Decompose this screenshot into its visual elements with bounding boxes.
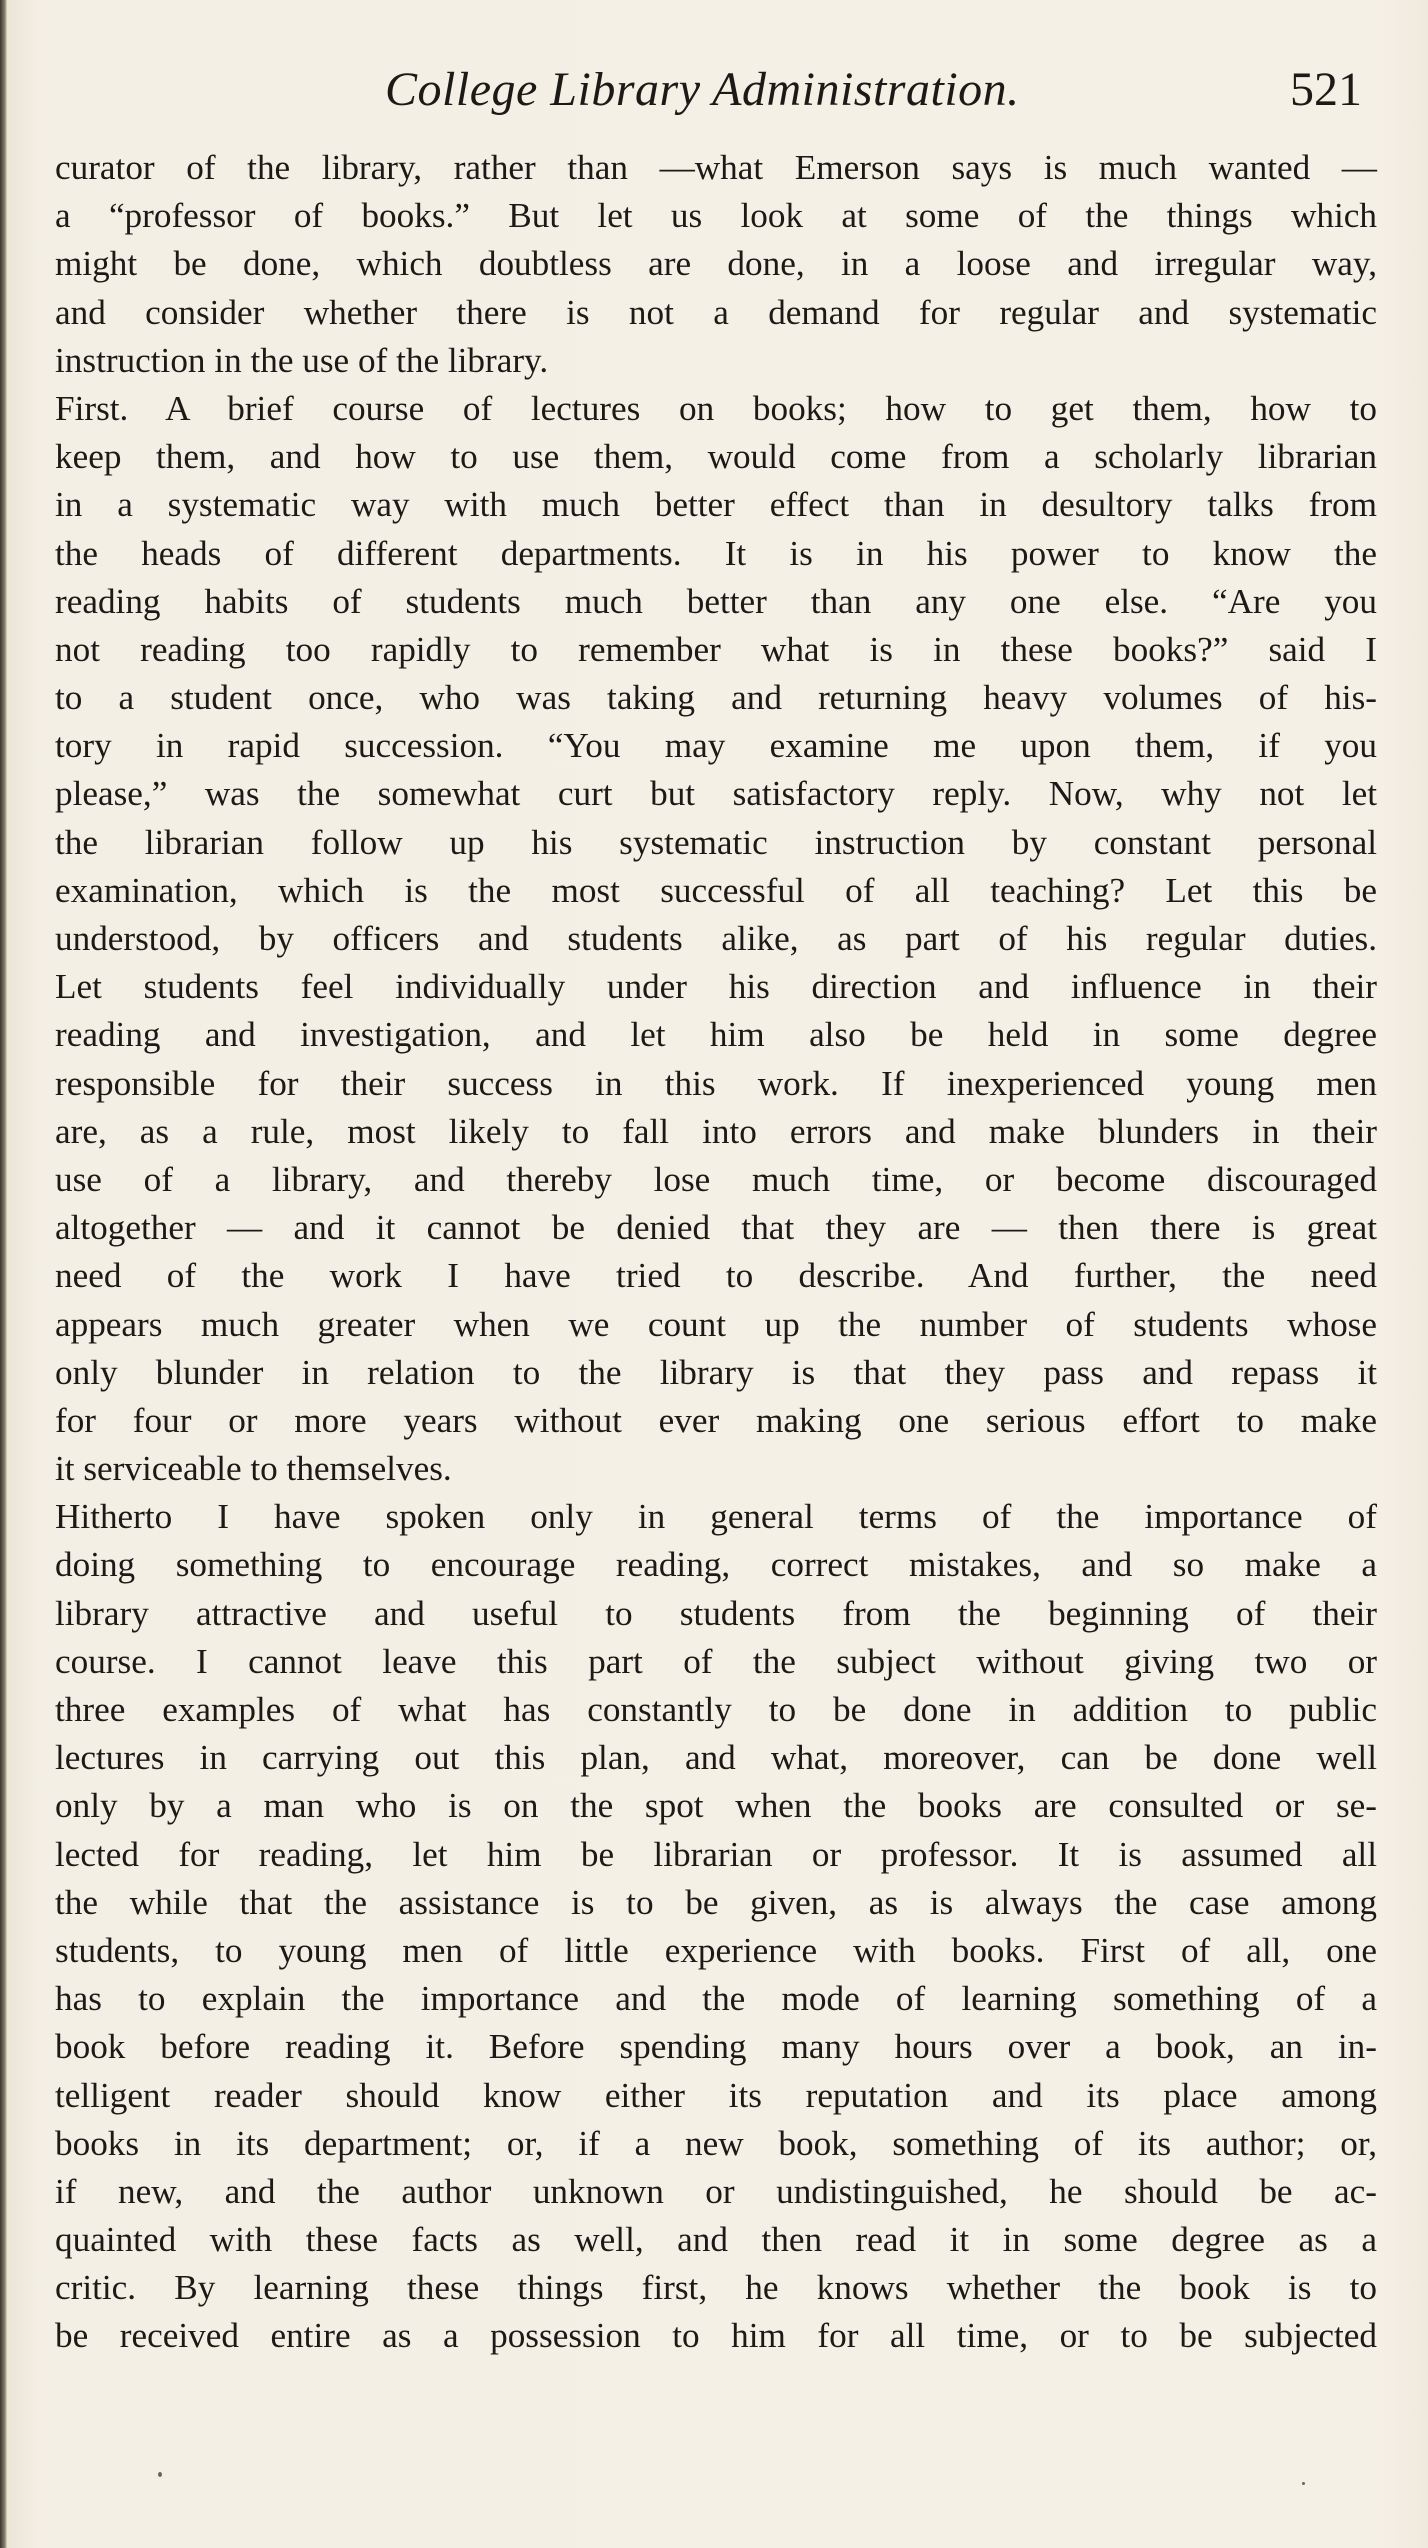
text-line: lected for reading, let him be librarian or professor. It is assumed all <box>55 1834 1377 1874</box>
text-line: the librarian follow up his systematic instruction by constant personal <box>55 822 1377 862</box>
text-line: books in its department; or, if a new book, something of its author; or, <box>55 2123 1377 2163</box>
text-line: responsible for their success in this work. If inexperienced young men <box>55 1063 1377 1103</box>
text-line: three examples of what has constantly to be done in addition to public <box>55 1690 1377 1729</box>
text-line: book before reading it. Before spending many hours over a book, an in- <box>55 2027 1377 2067</box>
page-binding-edge <box>0 0 7 2548</box>
print-speck <box>1302 2482 1305 2485</box>
text-line: please,” was the somewhat curt but satisfactory reply. Now, why not let <box>55 774 1377 814</box>
text-line: students, to young men of little experience with books. First of all, one <box>55 1930 1377 1970</box>
text-line: curator of the library, rather than —what Emerson says is much wanted — <box>55 148 1377 187</box>
text-line: examination, which is the most successful of all teaching? Let this be <box>55 870 1377 910</box>
text-line: library attractive and useful to students from the beginning of their <box>55 1593 1377 1633</box>
text-line: altogether — and it cannot be denied that they are — then there is great <box>55 1208 1377 1248</box>
text-line: use of a library, and thereby lose much time, or become discouraged <box>55 1159 1377 1199</box>
page-header <box>0 62 1428 132</box>
print-speck <box>158 2472 162 2477</box>
text-line: to a student once, who was taking and returning heavy volumes of his- <box>55 678 1377 718</box>
text-line: not reading too rapidly to remember what is in these books?” said I <box>55 629 1377 669</box>
text-line: in a systematic way with much better effect than in desultory talks from <box>55 485 1377 525</box>
text-line: telligent reader should know either its reputation and its place among <box>55 2075 1377 2115</box>
text-line: appears much greater when we count up the number of students whose <box>55 1304 1377 1344</box>
text-line: and consider whether there is not a demand for regular and systematic <box>55 292 1377 332</box>
text-line: might be done, which doubtless are done, in a loose and irregular way, <box>55 244 1377 284</box>
text-line: Hitherto I have spoken only in general terms of the importance of <box>55 1497 1377 1537</box>
text-line: reading and investigation, and let him also be held in some degree <box>55 1015 1377 1055</box>
text-line: only by a man who is on the spot when the books are consulted or se- <box>55 1786 1377 1826</box>
text-line: the while that the assistance is to be given, as is always the case among <box>55 1882 1377 1922</box>
text-line: are, as a rule, most likely to fall into errors and make blunders in their <box>55 1111 1377 1151</box>
text-line: Let students feel individually under his direction and influence in their <box>55 967 1377 1007</box>
text-line: tory in rapid succession. “You may examine me upon them, if you <box>55 726 1377 766</box>
text-line: a “professor of books.” But let us look at some of the things which <box>55 196 1377 236</box>
text-line: quainted with these facts as well, and then read it in some degree as a <box>55 2220 1377 2260</box>
text-line: be received entire as a possession to him for all time, or to be subjected <box>55 2316 1377 2356</box>
text-line: lectures in carrying out this plan, and what, moreover, can be done well <box>55 1738 1377 1778</box>
body-text <box>55 144 1377 2361</box>
text-line: doing something to encourage reading, correct mistakes, and so make a <box>55 1545 1377 1585</box>
page-number: 521 <box>1290 63 1362 116</box>
text-line: it serviceable to themselves. <box>55 1449 452 1489</box>
text-line: understood, by officers and students alike, as part of his regular duties. <box>55 919 1377 958</box>
text-line: need of the work I have tried to describe. And further, the need <box>55 1256 1377 1296</box>
text-line: instruction in the use of the library. <box>55 340 549 380</box>
text-line: if new, and the author unknown or undistinguished, he should be ac- <box>55 2171 1377 2211</box>
text-line: for four or more years without ever making one serious effort to make <box>55 1400 1377 1440</box>
text-line: reading habits of students much better than any one else. “Are you <box>55 581 1377 621</box>
text-line: has to explain the importance and the mode of learning something of a <box>55 1979 1377 2019</box>
text-line: critic. By learning these things first, he knows whether the book is to <box>55 2268 1377 2308</box>
text-line: the heads of different departments. It is in his power to know the <box>55 533 1377 573</box>
text-line: keep them, and how to use them, would come from a scholarly librarian <box>55 437 1377 477</box>
running-title: College Library Administration. <box>385 63 1020 116</box>
text-line: course. I cannot leave this part of the subject without giving two or <box>55 1641 1377 1681</box>
text-line: only blunder in relation to the library is that they pass and repass it <box>55 1352 1377 1392</box>
text-line: First. A brief course of lectures on books; how to get them, how to <box>55 388 1377 428</box>
